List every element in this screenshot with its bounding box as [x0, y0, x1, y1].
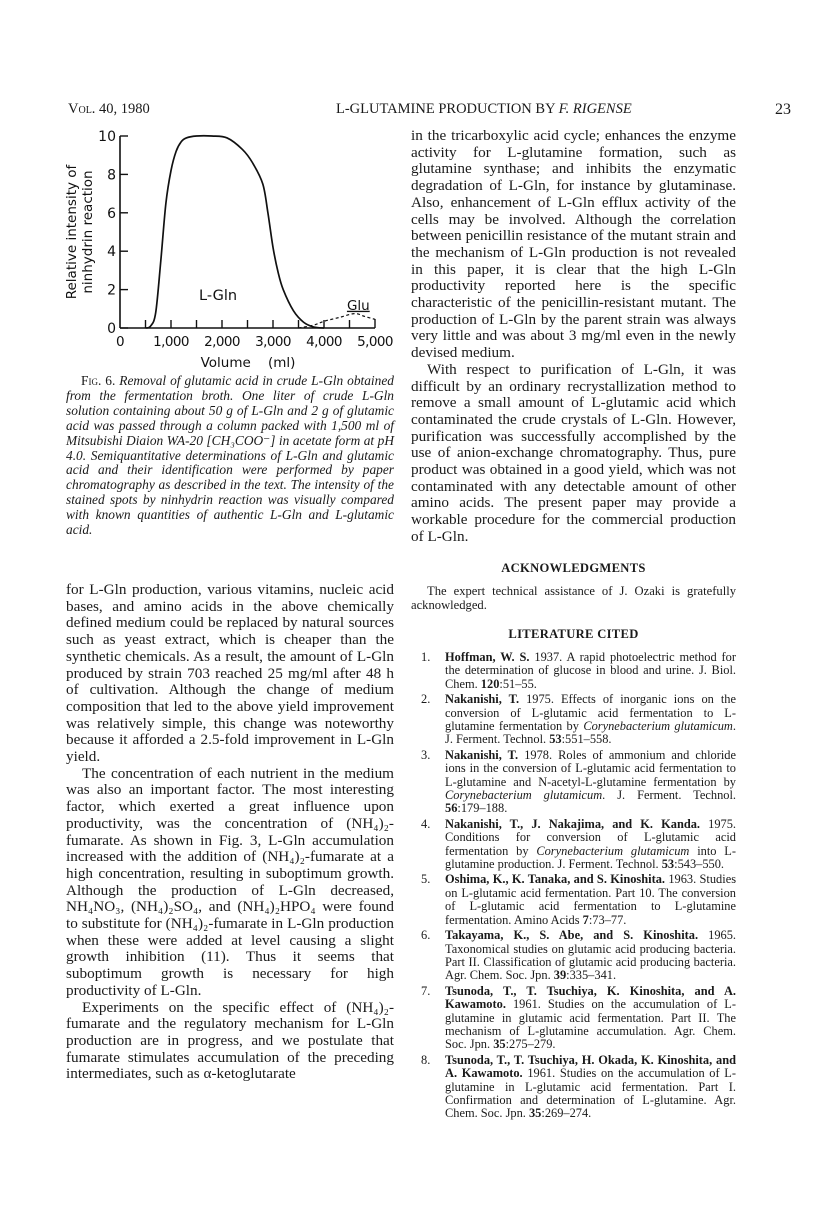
reference-volume: 56 — [445, 801, 458, 816]
annotation-l-gln: L-Gln — [199, 288, 238, 305]
reference-item: 3. Nakanishi, T. 1978. Roles of ammonium and chloride ions in the conversion of L-glutamic acid fermentation to L-glutamine and N-acetyl-L-glutamine fermentation by Corynebacterium glutamicum. J. Ferment. Technol. 56:179–188. — [421, 747, 736, 816]
y-tick-label: 0 — [107, 321, 116, 337]
reference-species: Corynebacterium glutamicum — [445, 788, 603, 803]
x-tick-label: 3,000 — [255, 334, 291, 350]
reference-volume: 53 — [661, 857, 675, 872]
reference-number: 4. — [421, 816, 431, 831]
reference-item: 2. Nakanishi, T. 1975. Effects of inorganic ions on the conversion of L-glutamic acid fermentation to L-glutamine fermentation by Corynebacterium glutamicum. J. Ferment. Technol. 53:551–558. — [421, 692, 736, 747]
figure-6-chart — [55, 125, 400, 370]
y-tick-label: 2 — [107, 282, 116, 299]
series-glu-curve — [299, 314, 376, 328]
reference-species: Corynebacterium glutamicum — [536, 843, 690, 858]
acknowledgments-text: The expert technical assistance of J. Ozaki is gratefully acknowledged. — [411, 584, 736, 613]
running-title: L-GLUTAMINE PRODUCTION BY F. RIGENSE — [336, 101, 632, 117]
x-axis-label: Volume (ml) — [200, 355, 296, 370]
y-tick-label: 4 — [107, 244, 116, 261]
reference-number: 3. — [421, 747, 431, 762]
y-axis-label-line1: Relative intensity of — [64, 164, 80, 300]
reference-item: 8. Tsunoda, T., T. Tsuchiya, H. Okada, K. Kinoshita, and A. Kawamoto. 1961. Studies on the accumulation of L-glutamine in L-glutamic acid fermentation. Part I. Confirmation and determination of L-glutamine. Agr. Chem. Soc. Jpn. 35:269–274. — [421, 1052, 737, 1121]
reference-authors: Nakanishi, T. — [445, 692, 520, 707]
reference-volume: 53 — [549, 732, 562, 747]
x-tick-label: 4,000 — [306, 334, 342, 350]
reference-authors: Nakanishi, T. — [445, 747, 519, 762]
left-column — [66, 582, 394, 1083]
volume-label: Vol. 40, 1980 — [68, 101, 150, 117]
x-tick-label: 1,000 — [153, 334, 189, 350]
acknowledgments-heading: ACKNOWLEDGMENTS — [501, 560, 646, 575]
body-paragraph: With respect to purification of L-Gln, it was difficult by an ordinary recrystallization method to remove a small amount of L-glutamic acid which contaminated the crude crystals of L-Gln. However, purification was successfully accomplished by the use of anion-exchange chromatography. Thus, pure product was obtained in a good yield, which was not contaminated with any detectable amount of other amino acids. The present paper may provide a workable procedure for the commercial production of L-Gln. — [411, 360, 736, 545]
reference-number: 1. — [421, 649, 431, 664]
reference-volume: 35 — [528, 1106, 542, 1121]
reference-item: 6. Takayama, K., S. Abe, and S. Kinoshita. 1965. Taxonomical studies on glutamic acid producing bacteria. Part II. Classification of glutamic acid producing bacteria. Agr. Chem. Soc. Jpn. 39:335–341. — [421, 928, 737, 983]
reference-list — [411, 651, 736, 1121]
reference-number: 7. — [421, 983, 431, 998]
reference-item: 4. Nakanishi, T., J. Nakajima, and K. Kanda. 1975. Conditions for conversion of L-glutamic acid fermentation by Corynebacterium glutamicum into L-glutamine production. J. Ferment. Technol. 53:543–550. — [421, 816, 737, 872]
y-axis-label-line2: ninhydrin reaction — [80, 170, 96, 294]
y-tick-label: 8 — [107, 167, 116, 184]
x-tick-label: 5,000 — [357, 334, 393, 350]
reference-number: 5. — [421, 872, 431, 887]
reference-authors: Oshima, K., K. Tanaka, and S. Kinoshita. — [445, 872, 665, 887]
y-tick-label: 10 — [98, 129, 116, 145]
reference-volume: 35 — [493, 1037, 506, 1052]
reference-volume: 39 — [553, 968, 567, 983]
chromatogram-plot — [55, 125, 400, 370]
reference-number: 6. — [421, 928, 431, 943]
page-header — [68, 101, 791, 121]
annotation-glu: Glu — [346, 297, 370, 314]
body-paragraph: for L-Gln production, various vitamins, nucleic acid bases, and amino acids in the above chemically defined medium could be replaced by natural sources such as yeast extract, which is cheaper than the synthetic chemicals. As a result, the amount of L-Gln produced by strain 703 reached 25 mg/ml after 48 h of cultivation. Although the change of medium composition that led to the above yield improvement was relatively simple, this change was noteworthy because it afforded a 2.5-fold improvement in L-Gln yield. — [66, 581, 394, 766]
figure-caption — [66, 374, 394, 538]
body-paragraph: in the tricarboxylic acid cycle; enhances the enzyme activity for L-glutamine formation, such as glutamine synthase; and inhibits the enzymatic degradation of L-Gln, for instance by glutaminase. Also, enhancement of L-Gln efflux activity of the cells may be involved. Although the correlation between penicillin resistance of the mutant strain and the mechanism of L-Gln production is not revealed in this paper, it is clear that the high L-Gln productivity reported here is the specific characteristic of the penicillin-resistant mutant. The production of L-Gln by the parent strain was always very little and was about 3 mg/ml even in the newly devised medium. — [411, 127, 736, 362]
page-number: 23 — [775, 101, 791, 118]
reference-authors: Tsunoda, T., T. Tsuchiya, H. Okada, K. Kinoshita, and A. Kawamoto. — [445, 1052, 736, 1081]
x-tick-label: 2,000 — [204, 334, 240, 350]
reference-item: 7. Tsunoda, T., T. Tsuchiya, K. Kinoshita, and A. Kawamoto. 1961. Studies on the accumulation of L-glutamine in glutamic acid fermentation. Part II. The mechanism of L-glutamine accumulation. Agr. Chem. Soc. Jpn. 35:275–279. — [421, 983, 736, 1052]
body-paragraph: Experiments on the specific effect of (NH₄)₂-fumarate and the regulatory mechanism for L-Gln production are in progress, and we postulate that fumarate stimulates accumulation of the preceding intermediates, such as α-ketoglutarate — [66, 998, 394, 1083]
figure-label: Fig. 6. — [81, 373, 116, 388]
reference-volume: 120 — [480, 676, 500, 691]
x-tick-label: 0 — [116, 334, 124, 350]
right-column — [411, 128, 736, 1123]
reference-item: 1. Hoffman, W. S. 1937. A rapid photoelectric method for the determination of glucose in blood and urine. J. Biol. Chem. 120:51–55. — [421, 649, 736, 691]
reference-number: 2. — [421, 692, 431, 707]
reference-volume: 7 — [582, 912, 589, 927]
body-paragraph: The concentration of each nutrient in the medium was also an important factor. The most interesting factor, which exerted a great influence upon productivity, was the concentration of (NH₄)₂-fumarate. As shown in Fig. 3, L-Gln accumulation increased with the addition of (NH₄)₂-fumarate at a high concentration, resulting in suboptimum growth. Although the production of L-Gln decreased, NH₄NO₃, (NH₄)₂SO₄, and (NH₄)₂HPO₄ were found to substitute for (NH₄)₂-fumarate in L-Gln production when these were added at level causing a slight growth inhibition (11). Thus it seems that suboptimum growth is necessary for high productivity of L-Gln. — [66, 764, 394, 999]
reference-number: 8. — [421, 1052, 431, 1067]
reference-species: Corynebacterium glutamicum — [583, 719, 733, 734]
reference-authors: Nakanishi, T., J. Nakajima, and K. Kanda. — [445, 816, 701, 831]
reference-item: 5. Oshima, K., K. Tanaka, and S. Kinoshita. 1963. Studies on L-glutamic acid fermentation. Part 10. The conversion of L-glutamic acid fermentation to L-glutamine fermentation. Amino Acids 7:73–77. — [421, 872, 737, 927]
literature-heading: LITERATURE CITED — [508, 627, 639, 642]
reference-authors: Hoffman, W. S. — [445, 649, 530, 664]
y-tick-label: 6 — [107, 205, 116, 222]
caption-text: Removal of glutamic acid in crude L-Gln obtained from the fermentation broth. One liter of crude L-Gln solution containing about 50 g of L-Gln and 2 g of glutamic acid was passed through a column packed with 1,500 ml of Mitsubishi Diaion WA-20 [CH₃COO⁻] in acetate form at pH 4.0. Semiquantitative determinations of L-Gln and glutamic acid and their identification were performed by paper chromatography as described in the text. The intensity of the stained spots by ninhydrin reaction was visually compared with known quantities of authentic L-Gln and L-glutamic acid. — [66, 373, 394, 538]
reference-authors: Takayama, K., S. Abe, and S. Kinoshita. — [445, 928, 699, 943]
reference-authors: Tsunoda, T., T. Tsuchiya, K. Kinoshita, and A. Kawamoto. — [445, 983, 736, 1012]
